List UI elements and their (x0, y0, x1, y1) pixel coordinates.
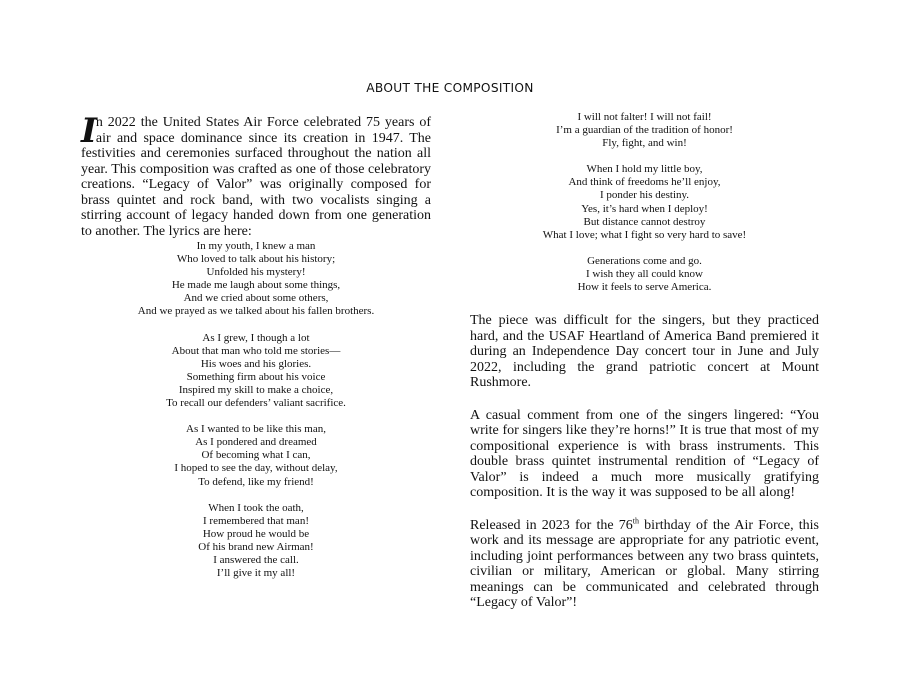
lyric-line: And we cried about some others, (183, 292, 329, 305)
lyric-line: Who loved to talk about his history; (176, 253, 336, 266)
lyric-line: Generations come and go. (587, 254, 702, 267)
stanza (81, 502, 431, 581)
lyric-line: In my youth, I knew a man (196, 240, 316, 252)
lyric-line: As I pondered and dreamed (195, 436, 317, 449)
lyric-line: Unfolded his mystery! (206, 266, 306, 279)
lyric-line: What I love; what I fight so very hard to save! (542, 228, 747, 241)
lyric-line: Fly, fight, and win! (602, 137, 687, 150)
intro-text: n 2022 the United States Air Force celebrated 75 years of air and space dominance since its creation in 1947. The festivities and ceremonies surfaced throughout the nation all year. This composition was crafted as one of those celebratory creations. “Legacy of Valor” was originally composed for brass quintet and rock band, with two vocalists singing a stirring account of legacy handed down from one generation to another. The lyrics are here: (81, 115, 431, 239)
lyric-line: As I grew, I though a lot (202, 331, 310, 344)
lyric-line: To defend, like my friend! (198, 475, 314, 488)
lyric-line: Of becoming what I can, (201, 449, 311, 462)
lyric-line: Of his brand new Airman! (198, 540, 314, 553)
stanza (81, 240, 431, 319)
lyric-line: How proud he would be (202, 527, 310, 540)
ordinal-suffix: th (632, 515, 639, 525)
comment-paragraph: A casual comment from one of the singers lingered: “You write for singers like they’re horns!” It is true that most of my compositional experience is with brass instruments. This double brass quintet instrumental rendition of “Legacy of Valor” is indeed a much more musically gratifying composition. It is the way it was supposed to be all along! (470, 407, 819, 501)
lyric-line: When I took the oath, (208, 501, 304, 514)
lyric-line: As I wanted to be like this man, (186, 423, 326, 436)
lyric-line: His woes and his glories. (200, 357, 312, 370)
stanza (470, 255, 819, 294)
intro-paragraph (81, 111, 431, 239)
stanza (81, 423, 431, 488)
lyric-line: I ponder his destiny. (599, 189, 690, 202)
drop-cap: I (81, 111, 95, 151)
lyric-line: I wish they all could know (585, 267, 703, 280)
stanza (470, 111, 819, 150)
lyric-line: And we prayed as we talked about his fallen brothers. (137, 305, 375, 318)
release-text-start: Released in 2023 for the 76 (470, 517, 633, 533)
lyric-line: I’ll give it my all! (216, 567, 296, 580)
release-paragraph (470, 515, 819, 611)
lyric-line: Inspired my skill to make a choice, (178, 383, 334, 396)
lyric-line: When I hold my little boy, (586, 163, 703, 176)
right-column (470, 111, 819, 611)
premiere-paragraph: The piece was difficult for the singers, but they practiced hard, and the USAF Heartland of America Band premiered it during an Independence Day concert tour in June and July 2022, including the grand patriotic concert at Mount Rushmore. (470, 313, 819, 391)
lyric-line: How it feels to serve America. (577, 281, 712, 294)
lyric-line: I’m a guardian of the tradition of honor! (556, 124, 733, 137)
lyric-line: Something firm about his voice (186, 370, 326, 383)
lyric-line: I answered the call. (213, 553, 299, 566)
lyric-line: He made me laugh about some things, (171, 279, 341, 292)
stanza (81, 332, 431, 411)
lyric-line: I will not falter! I will not fail! (577, 111, 712, 123)
lyric-line: Yes, it’s hard when I deploy! (581, 202, 708, 215)
lyric-line: I hoped to see the day, without delay, (174, 462, 338, 475)
lyrics-right (470, 111, 819, 294)
stanza (470, 163, 819, 242)
lyric-line: To recall our defenders’ valiant sacrifice. (166, 397, 346, 410)
left-column (81, 111, 431, 580)
lyrics-left (81, 240, 431, 580)
lyric-line: I remembered that man! (203, 514, 309, 527)
lyric-line: About that man who told me stories— (171, 344, 341, 357)
lyric-line: And think of freedoms he’ll enjoy, (568, 176, 721, 189)
release-text-end: birthday of the Air Force, this work and its message are appropriate for any patriotic event, including joint performances between any two brass quintets, civilian or military, American or global. Many stirring meanings can be communicated and celebrated through “Legacy of Valor”! (470, 517, 819, 611)
lyric-line: But distance cannot destroy (583, 215, 706, 228)
page-heading: ABOUT THE COMPOSITION (366, 81, 534, 95)
